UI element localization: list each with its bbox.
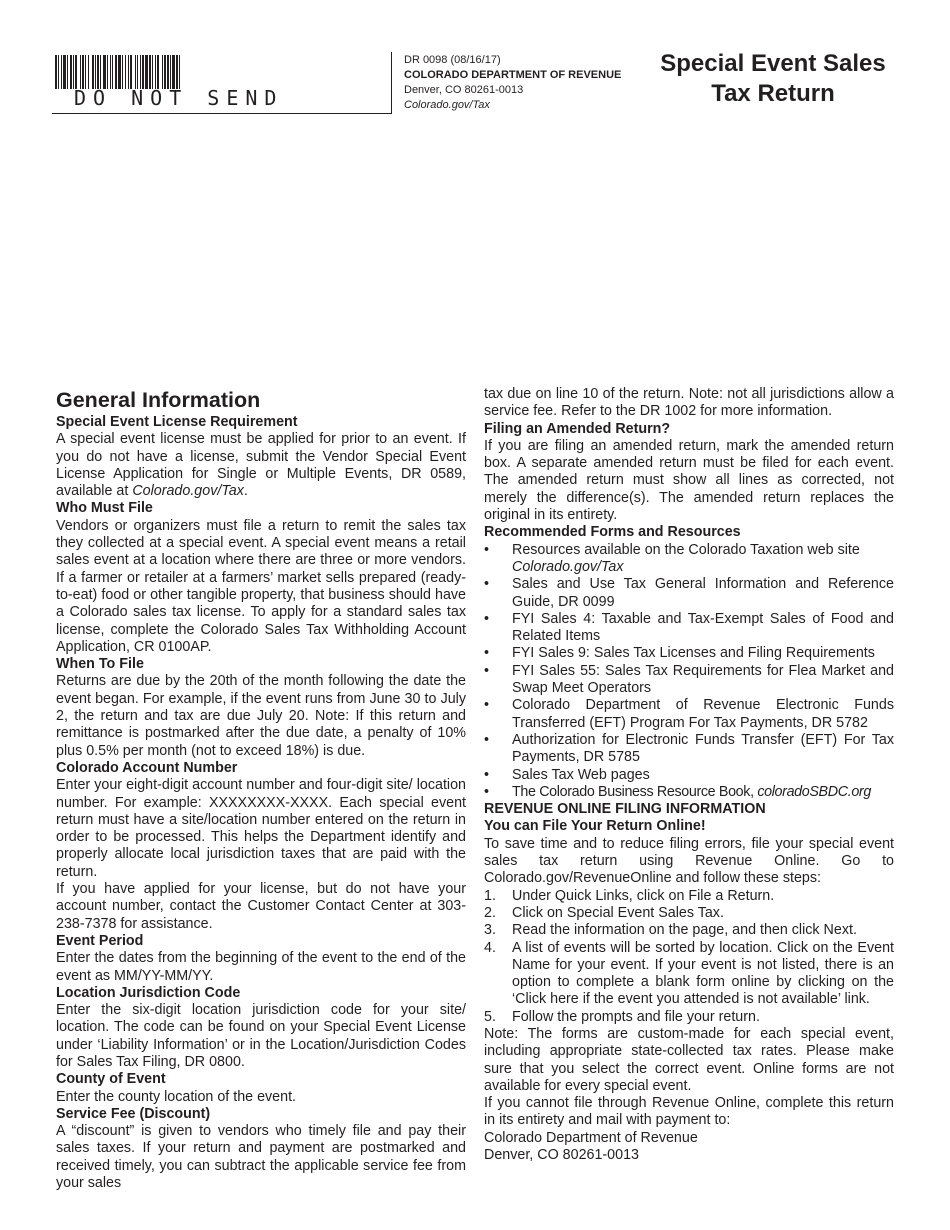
list-item: 5. Follow the prompts and file your return. [484,1008,760,1025]
amended-return-text: If you are filing an amended return, mark the amended return box. A separate amended return must be filed for each event. The amended return must show all lines as corrected, not merely the difference(s). The amended return replaces the original in its entirety. [484,437,894,524]
license-heading: Special Event License Requirement [56,414,298,430]
online-filing-subheading: You can File Your Return Online! [484,818,706,835]
list-item: 4. A list of events will be sorted by location. Click on the Event Name for your event. If your event is not listed, there is an option to complete a blank form online by clicking on the ‘Click here if the event you attended is not available’ link. [484,939,894,1008]
list-item: • FYI Sales 4: Taxable and Tax-Exempt Sales of Food and Related Items [484,611,894,646]
barcode [55,55,279,89]
resources-heading: Recommended Forms and Resources [484,524,741,541]
resources-link[interactable]: Colorado.gov/Tax [512,558,624,575]
when-to-file-text: Returns are due by the 20th of the month following the date the event began. For example, if the event runs from June 30 to July 2, the return and tax are due July 20. Note: If this return and remittance is postmarked after the due date, a penalty of 10% plus 0.5% per month (not to exceed 18%) is due. [56,673,466,759]
list-item: • Sales and Use Tax General Information and Reference Guide, DR 0099 [484,576,894,611]
service-fee-continued: tax due on line 10 of the return. Note: not all jurisdictions allow a service fee. Refer to the DR 1002 for more information. [484,386,894,420]
list-item: • Resources available on the Colorado Taxation web site Colorado.gov/Tax [484,542,894,577]
department-name: COLORADO DEPARTMENT OF REVENUE [404,69,622,81]
online-filing-text: To save time and to reduce filing errors, file your special event sales tax return using Revenue Online. Go to Colorado.gov/RevenueOnline and follow these steps: [484,835,894,887]
list-item: • FYI Sales 9: Sales Tax Licenses and Filing Requirements [484,645,894,662]
license-link[interactable]: Colorado.gov/Tax [132,483,244,500]
list-item: • Authorization for Electronic Funds Transfer (EFT) For Tax Payments, DR 5785 [484,732,894,767]
online-steps-list [484,888,894,1026]
online-filing-heading: REVENUE ONLINE FILING INFORMATION [484,801,766,818]
when-to-file-heading: When To File [56,656,144,673]
department-info [404,53,621,113]
form-code: DR 0098 (08/16/17) [404,54,501,66]
list-item: • Colorado Department of Revenue Electronic Funds Transferred (EFT) Program For Tax Payments, DR 5782 [484,697,894,732]
who-must-file-heading: Who Must File [56,500,153,517]
general-information-heading: General Information [56,388,261,412]
online-note-text: Note: The forms are custom-made for each special event, including appropriate state-collected tax rates. Please make sure that you select the correct event. Online forms are not available for every special event. [484,1025,894,1094]
event-period-heading: Event Period [56,932,144,949]
location-code-text: Enter the six-digit location jurisdiction code for your site/ location. The code can be found on your Special Event License under ‘Liability Information’ or in the Location/Jurisdiction Codes for Sales Tax Filing, DR 0800. [56,1002,466,1070]
license-text: A special event license must be applied for prior to an event. If you do not have a license, submit the Vendor Special Event License Application for Single or Multiple Events, DR 0589, available at Colorado.gov/Tax. [56,431,466,500]
right-column [484,386,894,1164]
mail-text: If you cannot file through Revenue Online, complete this return in its entirety and mail with payment to: [484,1095,894,1129]
location-code-heading: Location Jurisdiction Code [56,984,241,1001]
county-heading: County of Event [56,1071,166,1088]
list-item: • FYI Sales 55: Sales Tax Requirements for Flea Market and Swap Meet Operators [484,663,894,698]
mail-address-line-1: Colorado Department of Revenue [484,1129,698,1146]
barcode-block [52,52,392,114]
list-item: • Sales Tax Web pages [484,767,894,784]
do-not-send-label: DO NOT SEND [74,86,284,110]
mail-address-line-2: Denver, CO 80261-0013 [484,1147,639,1164]
list-item: 1. Under Quick Links, click on File a Return. [484,887,775,904]
who-must-file-text: Vendors or organizers must file a return to remit the sales tax they collected at a special event. A special event means a retail sales event at a location where there are three or more vendors. If a farmer or retailer at a farmers’ market sells prepared (ready-to-eat) food or other tangible property, that business should have a Colorado sales tax license. To apply for a standard sales tax license, complete the Colorado Sales Tax Withholding Account Application, CR 0100AP. [56,517,466,655]
county-text: Enter the county location of the event. [56,1088,297,1105]
department-website: Colorado.gov/Tax [404,99,490,111]
service-fee-text: A “discount” is given to vendors who timely file and pay their sales taxes. If your return and payment are postmarked and received timely, you can subtract the applicable service fee from your sales [56,1123,466,1192]
left-column [56,386,466,1192]
sbdc-link[interactable]: coloradoSBDC.org [757,783,871,800]
account-number-text-2: If you have applied for your license, but do not have your account number, contact the Customer Contact Center at 303-238-7378 for assistance. [56,881,466,932]
list-item: • The Colorado Business Resource Book, coloradoSBDC.org [484,784,894,801]
service-fee-heading: Service Fee (Discount) [56,1105,211,1122]
account-number-heading: Colorado Account Number [56,759,238,776]
list-item: 2. Click on Special Event Sales Tax. [484,904,724,921]
form-title: Special Event Sales Tax Return [660,50,886,107]
amended-return-heading: Filing an Amended Return? [484,420,671,437]
list-item: 3. Read the information on the page, and then click Next. [484,922,857,939]
department-address: Denver, CO 80261-0013 [404,84,524,96]
event-period-text: Enter the dates from the beginning of the event to the end of the event as MM/YY-MM/YY. [56,950,466,984]
resources-list [484,542,894,801]
account-number-text: Enter your eight-digit account number and four-digit site/ location number. For example: XXXXXXXX-XXXX. Each special event return must have a site/location number entered on the return in order to be processed. This helps the Department identify and properly allocate local jurisdiction taxes that are paid with the return. [56,777,466,880]
